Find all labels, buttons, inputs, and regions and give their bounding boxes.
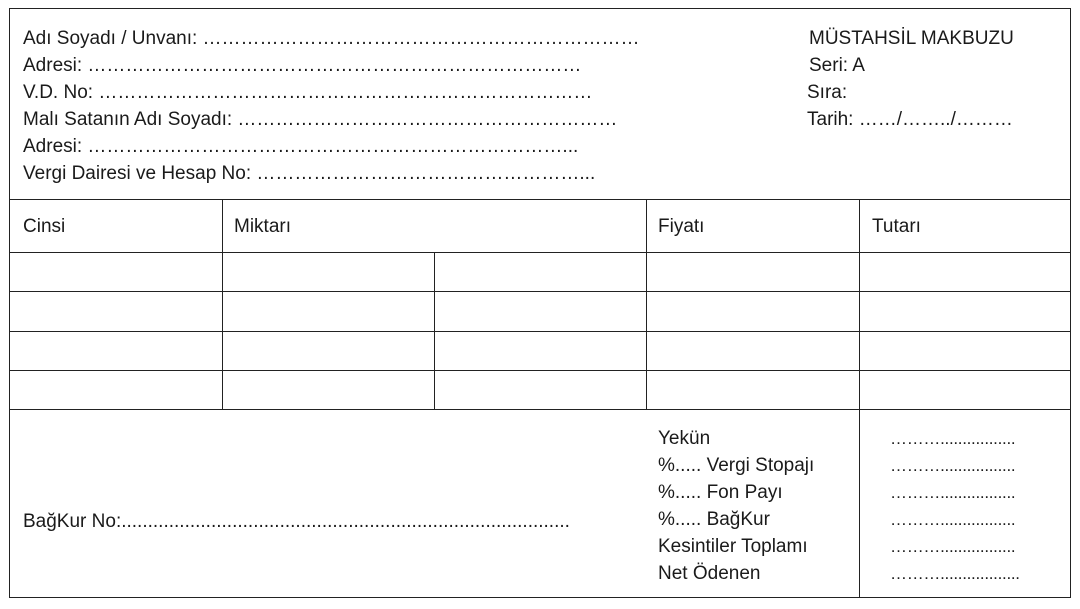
summary-label-kesintiler: Kesintiler Toplamı <box>658 536 808 557</box>
receipt-form <box>9 8 1071 598</box>
column-header-tutari: Tutarı <box>872 216 921 237</box>
header-divider <box>10 199 1070 200</box>
buyer-address-line[interactable]: Adresi: …………………………………………………………………… <box>23 55 582 76</box>
receipt-header <box>10 9 1070 199</box>
column-divider <box>434 252 435 409</box>
receipt-series: Seri: A <box>809 55 865 76</box>
receipt-title: MÜSTAHSİL MAKBUZU <box>809 28 1014 49</box>
summary-label-fon-payi: %..... Fon Payı <box>658 482 783 503</box>
summary-value-bagkur[interactable]: ………................. <box>890 510 1016 529</box>
row-divider <box>10 370 1070 371</box>
seller-name-line[interactable]: Malı Satanın Adı Soyadı: …………………………………………………… <box>23 109 618 130</box>
table-header-divider <box>10 252 1070 253</box>
summary-value-yekun[interactable]: ………................. <box>890 429 1016 448</box>
summary-value-net-odenen[interactable]: ……….................. <box>890 564 1020 583</box>
column-divider <box>859 199 860 598</box>
summary-value-kesintiler[interactable]: ………................. <box>890 537 1016 556</box>
summary-label-bagkur: %..... BağKur <box>658 509 770 530</box>
table-bottom-divider <box>10 409 1070 410</box>
column-header-miktari: Miktarı <box>234 216 291 237</box>
summary-label-vergi-stopaji: %..... Vergi Stopajı <box>658 455 815 476</box>
column-header-fiyati: Fiyatı <box>658 216 705 237</box>
tax-office-line[interactable]: Vergi Dairesi ve Hesap No: ……………………………………………... <box>23 163 596 184</box>
receipt-order[interactable]: Sıra: <box>807 82 848 103</box>
summary-label-yekun: Yekün <box>658 428 711 449</box>
summary-value-fon-payi[interactable]: ………................. <box>890 483 1016 502</box>
column-header-cinsi: Cinsi <box>23 216 66 237</box>
bagkur-no-line[interactable]: BağKur No:..................................................................................... <box>23 511 570 532</box>
summary-label-net-odenen: Net Ödenen <box>658 563 761 584</box>
column-divider <box>646 199 647 409</box>
buyer-name-line[interactable]: Adı Soyadı / Unvanı: …………………………………………………………… <box>23 28 640 49</box>
row-divider <box>10 291 1070 292</box>
summary-value-vergi-stopaji[interactable]: ………................. <box>890 456 1016 475</box>
seller-address-line[interactable]: Adresi: …………………………………………………………………... <box>23 136 579 157</box>
row-divider <box>10 331 1070 332</box>
tax-no-line[interactable]: V.D. No: …………………………………………………………………… <box>23 82 593 103</box>
column-divider <box>222 199 223 409</box>
receipt-date[interactable]: Tarih: ……/……../……… <box>807 109 1013 130</box>
